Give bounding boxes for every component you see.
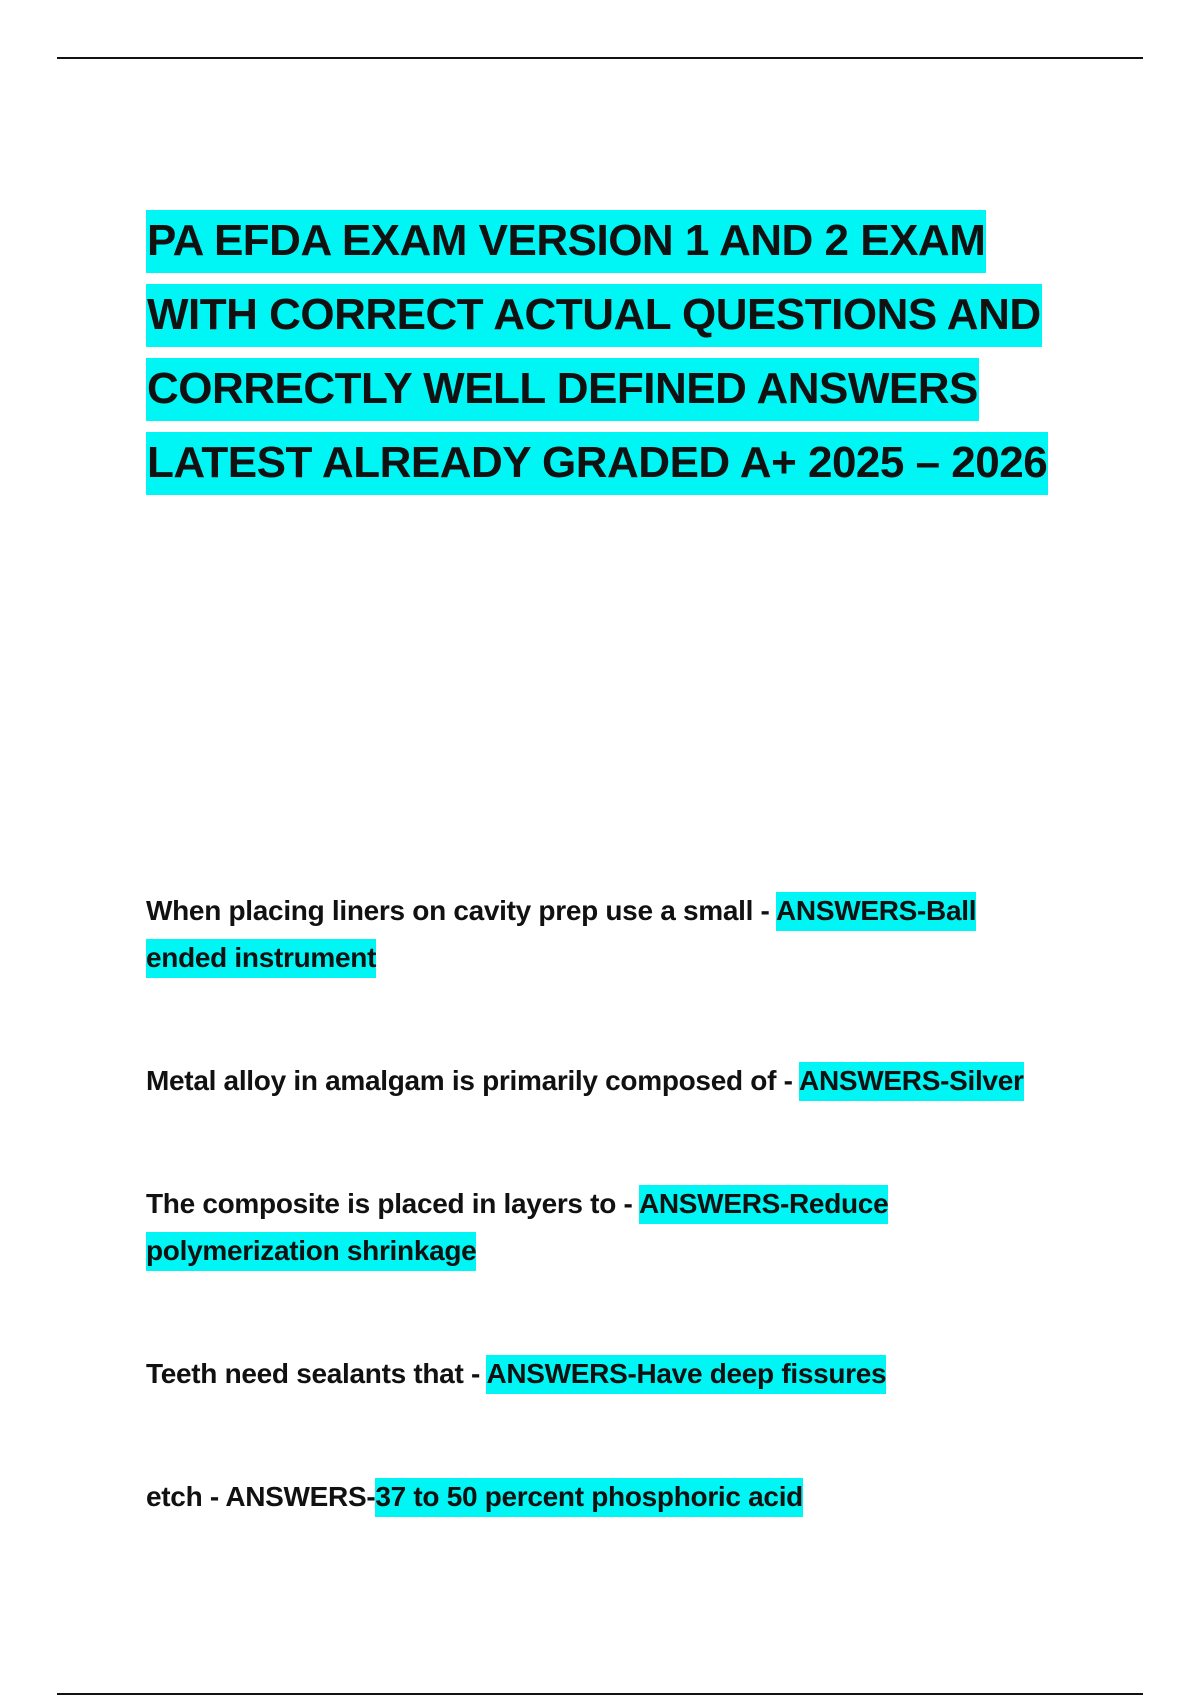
question-text: etch - ANSWERS-	[146, 1481, 376, 1512]
qa-item-1	[146, 887, 1076, 981]
answer-text: ANSWERS-Reduce	[639, 1185, 888, 1224]
title-line-2: WITH CORRECT ACTUAL QUESTIONS AND	[146, 278, 1096, 352]
bottom-rule	[57, 1693, 1143, 1695]
answer-text: ANSWERS-Ball	[776, 892, 976, 931]
qa-item-2-line-1	[146, 1057, 1076, 1104]
qa-item-1-line-2	[146, 934, 1076, 981]
title-line-3: CORRECTLY WELL DEFINED ANSWERS	[146, 352, 1096, 426]
answer-text: ended instrument	[146, 939, 376, 978]
answer-text: polymerization shrinkage	[146, 1232, 476, 1271]
qa-item-3	[146, 1180, 1076, 1274]
question-text: Teeth need sealants that -	[146, 1358, 487, 1389]
answer-text: ANSWERS-Have deep fissures	[486, 1355, 886, 1394]
answer-text: 37 to 50 percent phosphoric acid	[375, 1478, 803, 1517]
top-rule	[57, 57, 1143, 59]
qa-item-5-line-1	[146, 1473, 1076, 1520]
qa-item-4-line-1	[146, 1350, 1076, 1397]
title-line-4: LATEST ALREADY GRADED A+ 2025 – 2026	[146, 426, 1096, 500]
question-text: Metal alloy in amalgam is primarily composed of -	[146, 1065, 800, 1096]
title-line-1: PA EFDA EXAM VERSION 1 AND 2 EXAM	[146, 204, 1096, 278]
qa-item-3-line-2	[146, 1227, 1076, 1274]
question-text: When placing liners on cavity prep use a small -	[146, 895, 776, 926]
question-text: The composite is placed in layers to -	[146, 1188, 639, 1219]
document-title	[146, 204, 1096, 500]
answer-text: ANSWERS-Silver	[799, 1062, 1024, 1101]
qa-item-2	[146, 1057, 1076, 1104]
qa-item-1-line-1	[146, 887, 1076, 934]
qa-item-4	[146, 1350, 1076, 1397]
qa-item-5	[146, 1473, 1076, 1520]
qa-item-3-line-1	[146, 1180, 1076, 1227]
